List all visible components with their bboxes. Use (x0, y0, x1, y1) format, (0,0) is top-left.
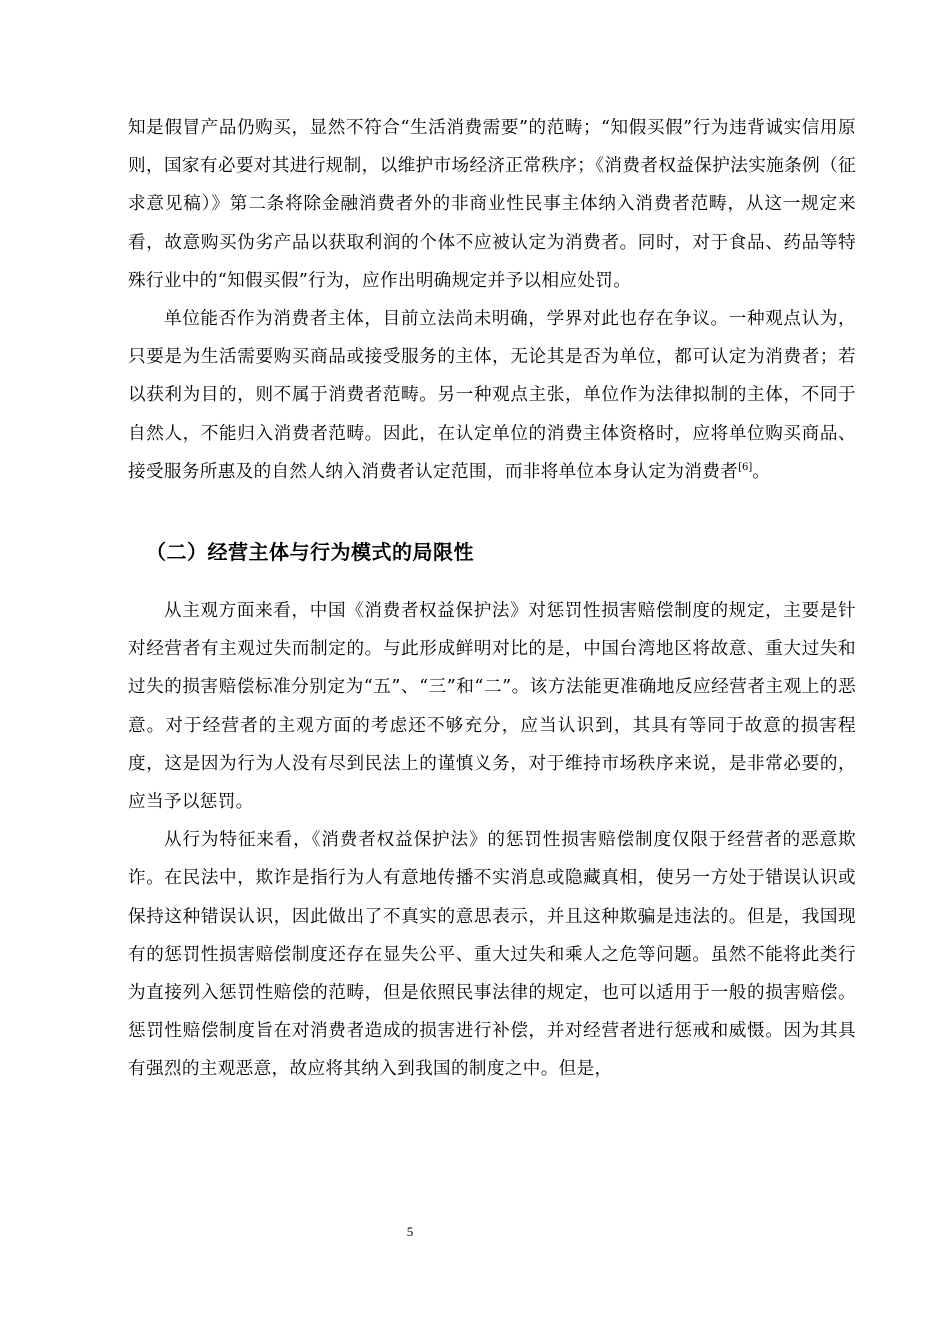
section-heading: （二）经营主体与行为模式的局限性 (146, 540, 474, 565)
paragraph-text: 单位能否作为消费者主体，目前立法尚未明确，学界对此也存在争议。一种观点认为，只要是为生活需要购买商品或接受服务的主体，无论其是否为单位，都可认定为消费者；若以获利为目的，则不属于消费者范畴。另一种观点主张，单位作为法律拟制的主体，不同于自然人，不能归入消费者范畴。因此，在认定单位的消费主体资格时，应将单位购买商品、接受服务所惠及的自然人纳入消费者认定范围，而非将单位本身认定为消费者 (128, 309, 856, 482)
section-body (128, 592, 856, 1089)
page-content (128, 109, 856, 1089)
paragraph-subjective-aspect: 从主观方面来看，中国《消费者权益保护法》对惩罚性损害赔偿制度的规定，主要是针对经营者有主观过失而制定的。与此形成鲜明对比的是，中国台湾地区将故意、重大过失和过失的损害赔偿标准分别定为“五”、“三”和“二”。该方法能更准确地反应经营者主观上的恶意。对于经营者的主观方面的考虑还不够充分，应当认识到，其具有等同于故意的损害程度，这是因为行为人没有尽到民法上的谨慎义务，对于维持市场秩序来说，是非常必要的，应当予以惩罚。 (128, 601, 856, 813)
paragraph-tail: 。 (752, 461, 771, 482)
page-number: 5 (406, 1224, 414, 1239)
paragraph-unit-consumer (128, 300, 856, 491)
paragraph-continued: 知是假冒产品仍购买，显然不符合“生活消费需要”的范畴；“知假买假”行为违背诚实信用原则，国家有必要对其进行规制，以维护市场经济正常秩序；《消费者权益保护法实施条例（征求意见稿）》第二条将除金融消费者外的非商业性民事主体纳入消费者范畴，从这一规定来看，故意购买伪劣产品以获取利润的个体不应被认定为消费者。同时，对于食品、药品等特殊行业中的“知假买假”行为，应作出明确规定并予以相应处罚。 (128, 118, 856, 291)
citation-reference: [6] (738, 461, 753, 473)
paragraph-behavior-feature: 从行为特征来看，《消费者权益保护法》的惩罚性损害赔偿制度仅限于经营者的恶意欺诈。在民法中，欺诈是指行为人有意地传播不实消息或隐藏真相，使另一方处于错误认识或保持这种错误认识，因此做出了不真实的意思表示，并且这种欺骗是违法的。但是，我国现有的惩罚性损害赔偿制度还存在显失公平、重大过失和乘人之危等问题。虽然不能将此类行为直接列入惩罚性赔偿的范畴，但是依照民事法律的规定，也可以适用于一般的损害赔偿。惩罚性赔偿制度旨在对消费者造成的损害进行补偿，并对经营者进行惩戒和威慑。因为其具有强烈的主观恶意，故应将其纳入到我国的制度之中。但是， (128, 830, 856, 1080)
